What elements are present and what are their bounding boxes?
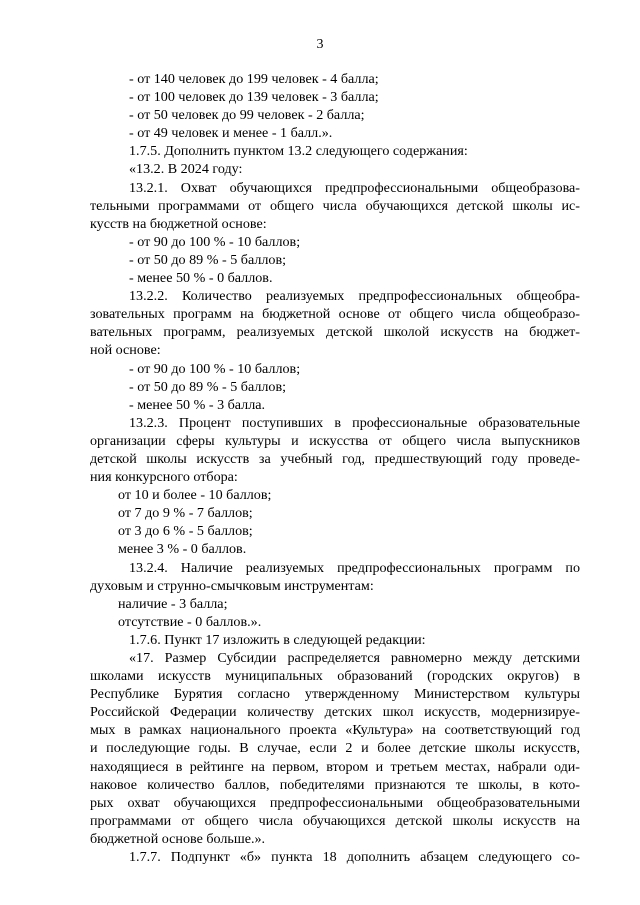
text-line: вательных программ, реализуемых детской школой искусств на бюджет- bbox=[90, 324, 580, 341]
text-line: детской школы искусств за учебный год, предшествующий году проведе- bbox=[90, 450, 580, 467]
text-line: и последующие годы. В случае, если 2 и более детские школы искусств, bbox=[90, 740, 580, 757]
text-line: наличие - 3 балла; bbox=[118, 595, 228, 612]
text-line: от 7 до 9 % - 7 баллов; bbox=[118, 505, 253, 522]
text-line: «17. Размер Субсидии распределяется равномерно между детскими bbox=[129, 650, 580, 666]
text-line: - от 90 до 100 % - 10 баллов; bbox=[129, 233, 301, 250]
text-line: школами искусств муниципальных образований (городских округов) в bbox=[90, 668, 580, 685]
text-line: - от 49 человек и менее - 1 балл.». bbox=[129, 125, 333, 142]
text-line: организации сферы культуры и искусства от общего числа выпускников bbox=[90, 432, 580, 449]
page-number: 3 bbox=[316, 37, 324, 52]
text-line: находящиеся в рейтинге на первом, втором и третьем местах, набрали оди- bbox=[90, 758, 580, 775]
text-line: рых охват обучающихся предпрофессиональными общеобразовательными bbox=[90, 794, 580, 811]
text-line: 13.2.2. Количество реализуемых предпрофессиональных общеобра- bbox=[129, 288, 580, 305]
text-line: программами от общего числа обучающихся детской школы искусств на bbox=[90, 812, 580, 829]
text-line: - от 90 до 100 % - 10 баллов; bbox=[129, 360, 301, 377]
text-line: - от 100 человек до 139 человек - 3 балла; bbox=[129, 89, 379, 106]
text-line: 13.2.1. Охват обучающихся предпрофессиональными общеобразова- bbox=[129, 179, 580, 196]
text-line: Республике Бурятия согласно утвержденному Министерством культуры bbox=[90, 686, 580, 703]
text-line: кусств на бюджетной основе: bbox=[90, 215, 267, 232]
text-line: - от 140 человек до 199 человек - 4 балла; bbox=[129, 71, 379, 87]
text-line: - менее 50 % - 0 баллов. bbox=[129, 270, 273, 287]
text-line: 1.7.7. Подпункт «б» пункта 18 дополнить абзацем следующего со- bbox=[129, 849, 580, 866]
text-line: 13.2.4. Наличие реализуемых предпрофессиональных программ по bbox=[129, 559, 580, 576]
text-line: - от 50 до 89 % - 5 баллов; bbox=[129, 378, 287, 395]
text-line: тельными программами от общего числа обучающихся детской школы ис- bbox=[90, 197, 580, 214]
text-line: - от 50 человек до 99 человек - 2 балла; bbox=[129, 107, 365, 124]
text-line: - от 50 до 89 % - 5 баллов; bbox=[129, 251, 287, 268]
text-line: бюджетной основе больше.». bbox=[90, 830, 266, 847]
text-line: отсутствие - 0 баллов.». bbox=[118, 613, 262, 630]
text-line: духовым и струнно-смычковым инструментам: bbox=[90, 577, 374, 594]
text-line: «13.2. В 2024 году: bbox=[129, 161, 243, 178]
text-line: - менее 50 % - 3 балла. bbox=[129, 396, 266, 413]
text-line: зовательных программ на бюджетной основе от общего числа общеобразо- bbox=[90, 306, 580, 323]
text-line: 1.7.6. Пункт 17 изложить в следующей редакции: bbox=[129, 631, 426, 648]
text-line: от 10 и более - 10 баллов; bbox=[118, 487, 272, 504]
text-line: Российской Федерации количеству детских школ искусств, модернизируе- bbox=[90, 704, 580, 721]
text-line: 1.7.5. Дополнить пунктом 13.2 следующего содержания: bbox=[129, 143, 468, 160]
text-line: от 3 до 6 % - 5 баллов; bbox=[118, 523, 253, 540]
text-line: 13.2.3. Процент поступивших в профессиональные образовательные bbox=[129, 414, 580, 431]
text-line: мых в рамках национального проекта «Культура» на соответствующий год bbox=[90, 722, 580, 739]
body-text bbox=[90, 70, 580, 866]
text-line: менее 3 % - 0 баллов. bbox=[118, 541, 247, 558]
text-line: наковое количество баллов, победителями признаются те школы, в кото- bbox=[90, 776, 580, 793]
text-line: ния конкурсного отбора: bbox=[90, 469, 238, 486]
text-line: ной основе: bbox=[90, 342, 161, 359]
